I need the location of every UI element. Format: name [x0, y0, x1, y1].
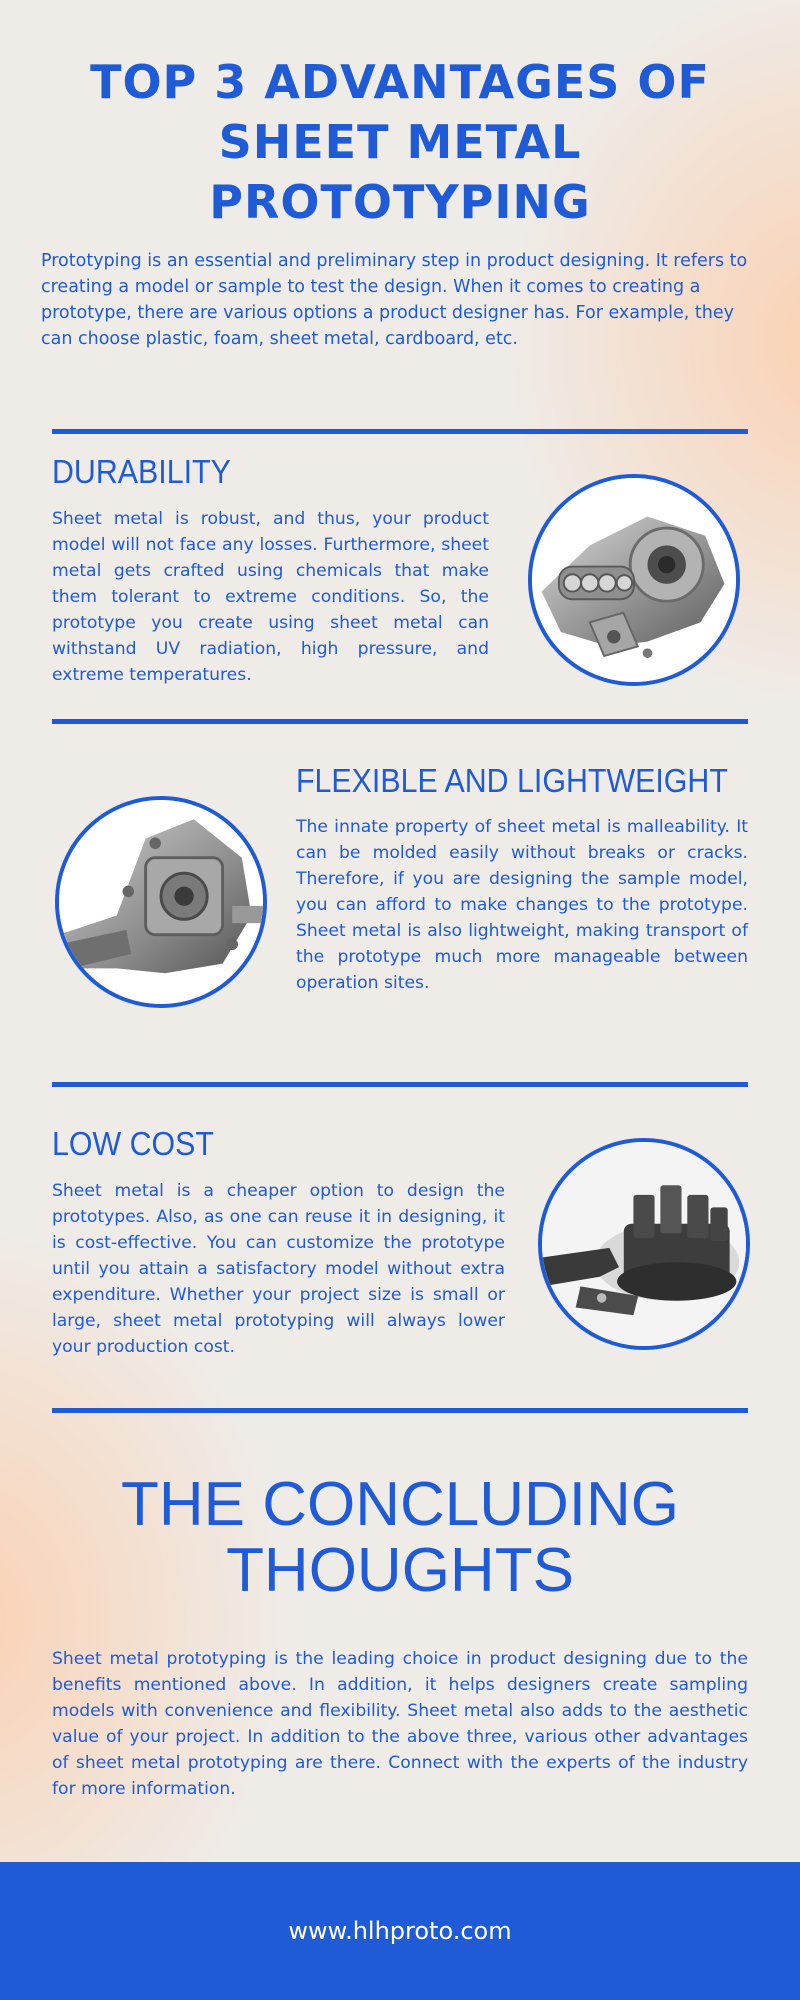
conclusion-heading: THE CONCLUDING THOUGHTS: [120, 1470, 680, 1605]
footer-banner: [0, 1862, 800, 2000]
metal-bracket-part-icon: [59, 800, 263, 1004]
low-cost-heading: LOW COST: [52, 1125, 214, 1162]
website-link[interactable]: www.hlhproto.com: [288, 1917, 512, 1945]
section-divider: [52, 1408, 748, 1413]
section-divider: [52, 1082, 748, 1087]
low-cost-text: Sheet metal is a cheaper option to design the prototypes. Also, as one can reuse it in designing, it is cost-effective. You can customize the prototype until you attain a satisfactory model without extra expenditure. Whether your project size is small or large, sheet metal prototyping will always lower your production cost.: [52, 1181, 505, 1357]
metal-housing-part-icon: [532, 478, 736, 682]
section-divider: [52, 719, 748, 724]
section-divider: [52, 429, 748, 434]
durability-text: Sheet metal is robust, and thus, your product model will not face any losses. Furthermore, sheet metal gets crafted using chemicals that make them tolerant to extreme conditions. So, the prototype you create using sheet metal can withstand UV radiation, high pressure, and extreme temperatures.: [52, 509, 489, 685]
gear-part-icon: [542, 1142, 746, 1346]
flexible-heading: FLEXIBLE AND LIGHTWEIGHT: [296, 762, 728, 799]
page-title: TOP 3 ADVANTAGES OF SHEET METAL PROTOTYPING: [90, 55, 710, 229]
intro-paragraph: Prototyping is an essential and preliminary step in product designing. It refers to creating a model or sample to test the design. When it comes to creating a prototype, there are various options a product designer has. For example, they can choose plastic, foam, sheet metal, cardboard, etc.: [41, 251, 748, 349]
low-cost-image: [538, 1138, 750, 1350]
durability-image: [528, 474, 740, 686]
durability-heading: DURABILITY: [52, 453, 231, 490]
flexible-text: The innate property of sheet metal is malleability. It can be molded easily without breaks or cracks. Therefore, if you are designing the sample model, you can afford to make changes to the prototype. Sheet metal is also lightweight, making transport of the prototype much more manageable between operation sites.: [296, 817, 748, 993]
conclusion-text: Sheet metal prototyping is the leading choice in product designing due to the benefits mentioned above. In addition, it helps designers create sampling models with convenience and flexibility. Sheet metal also adds to the aesthetic value of your project. In addition to the above three, various other advantages of sheet metal prototyping are there. Connect with the experts of the industry for more information.: [52, 1649, 748, 1799]
flexible-image: [55, 796, 267, 1008]
